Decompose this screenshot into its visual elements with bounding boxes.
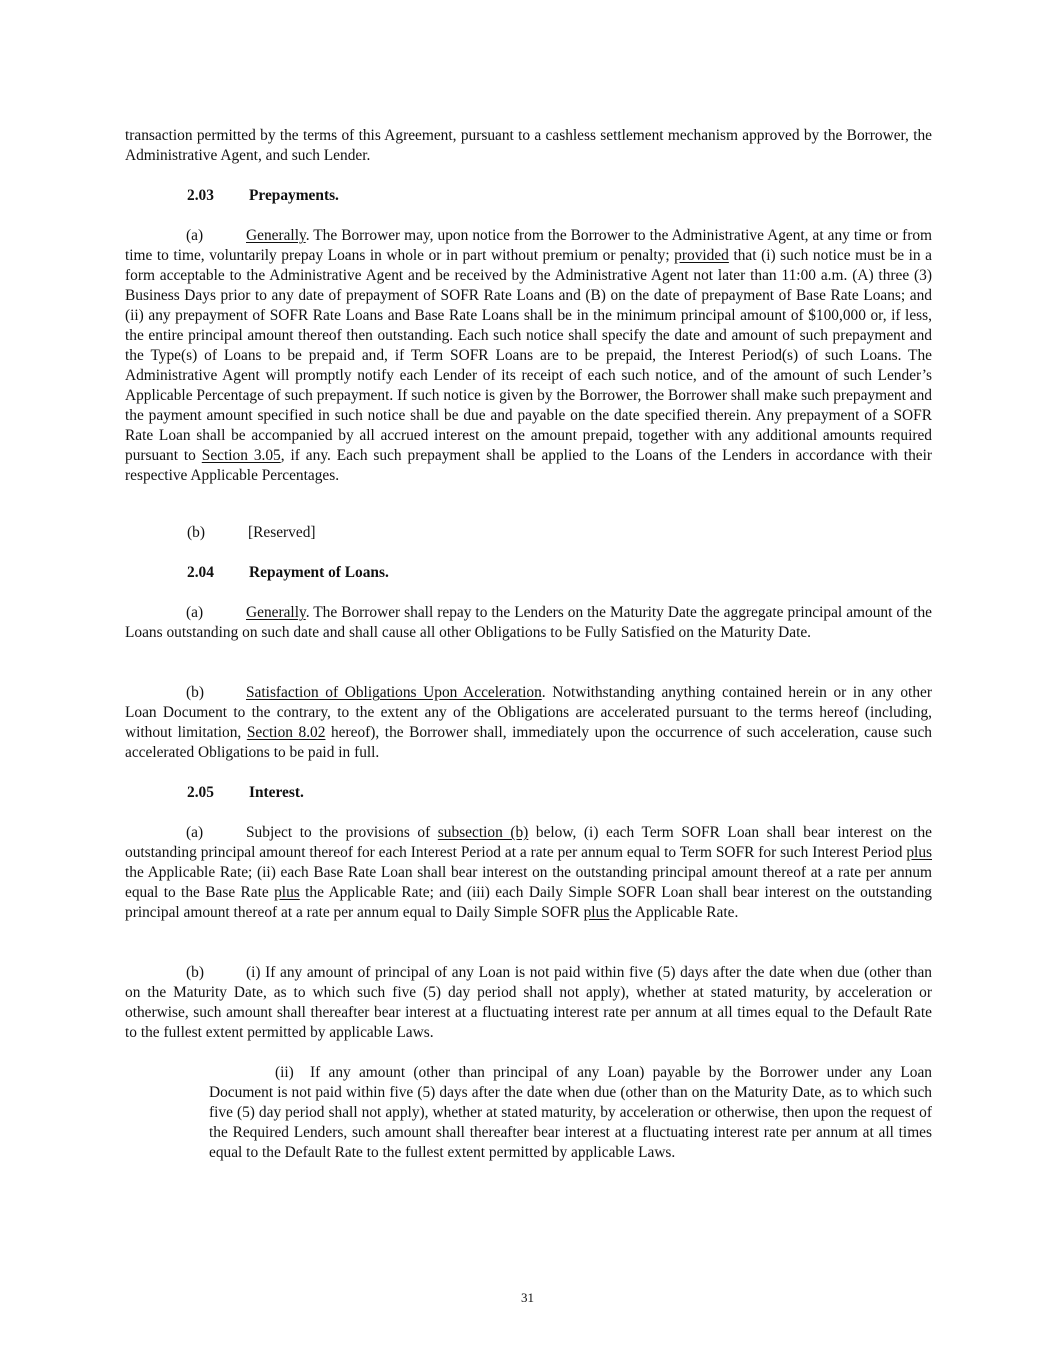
page-number: 31	[521, 1290, 534, 1305]
clause-label: (a)	[186, 824, 204, 841]
section-number: 2.03	[187, 187, 214, 204]
section-2-04-heading	[187, 563, 389, 583]
clause-text: the Applicable Rate; and (iii) each Daily Simple SOFR Loan shall bear interest on the outstanding principal amount thereof at a rate per annum equal to Daily Simple SOFR	[125, 884, 933, 921]
section-2-03-heading	[187, 186, 339, 206]
clause-text: [Reserved]	[248, 524, 316, 541]
section-2-03-b-paragraph	[187, 523, 316, 543]
intro-paragraph	[125, 126, 932, 166]
section-2-05-b-paragraph	[125, 963, 932, 1043]
section-number: 2.05	[187, 784, 214, 801]
section-title: Prepayments.	[249, 187, 339, 204]
section-2-05-heading	[187, 783, 304, 803]
clause-text: Subject to the provisions of	[246, 824, 438, 841]
clause-label: (a)	[186, 604, 204, 621]
clause-text: the Applicable Rate.	[609, 904, 739, 921]
clause-text: . The Borrower shall repay to the Lenders on the Maturity Date the aggregate principal amount of the Loans outstanding on such date and shall cause all other Obligations to be Fully Satisfied on the Maturity Date.	[125, 604, 932, 641]
section-reference: Section 3.05	[201, 447, 281, 464]
clause-label: (b)	[186, 964, 204, 981]
section-2-05-a-paragraph	[125, 823, 932, 923]
clause-heading: Generally	[246, 604, 306, 621]
plus-term: plus	[274, 884, 300, 901]
section-title: Repayment of Loans.	[249, 564, 389, 581]
plus-term: plus	[583, 904, 610, 921]
clause-text: If any amount (other than principal of any Loan) payable by the Borrower under any Loan Document is not paid within five (5) days after the date when due (other than on the Maturity Date, as to which such five (5) day period shall not apply), whether at stated maturity, by acceleration or otherwise, then upon the request of the Required Lenders, such amount shall thereafter bear interest at a fluctuating interest rate per annum at all times equal to the Default Rate to the fullest extent permitted by applicable Laws.	[209, 1064, 932, 1161]
subclause-label: (ii)	[275, 1064, 294, 1081]
intro-text: transaction permitted by the terms of this Agreement, pursuant to a cashless settlement mechanism approved by the Borrower, the Administrative Agent, and such Lender.	[125, 127, 932, 164]
clause-text: the Applicable Rate; (ii) each Base Rate Loan shall bear interest on the outstanding principal amount thereof at a rate per annum equal to the Base Rate	[125, 864, 932, 901]
section-2-04-b-paragraph	[125, 683, 932, 763]
clause-label: (a)	[186, 227, 204, 244]
section-2-03-a-paragraph	[125, 226, 932, 486]
clause-heading: Satisfaction of Obligations Upon Acceleration	[246, 684, 542, 701]
section-number: 2.04	[187, 564, 214, 581]
clause-text: , if any. Each such prepayment shall be applied to the Loans of the Lenders in accordance with their respective Applicable Percentages.	[125, 447, 932, 484]
subsection-reference: subsection (b)	[437, 824, 529, 841]
clause-text: that (i) such notice must be in a form acceptable to the Administrative Agent and be received by the Administrative Agent not later than 11:00 a.m. (A) three (3) Business Days prior to any date of prepayment of SOFR Rate Loans and (B) on the date of prepayment of Base Rate Loans; and (ii) any prepayment of SOFR Rate Loans and Base Rate Loans shall be in the minimum principal amount of $100,000 or, if less, the entire principal amount thereof then outstanding. Each such notice shall specify the date and amount of such prepayment and the Type(s) of Loans to be prepaid and, if Term SOFR Loans are to be prepaid, the Interest Period(s) of such Loans. The Administrative Agent will promptly notify each Lender of its receipt of each such notice, and of the amount of such Lender’s Applicable Percentage of such prepayment. If such notice is given by the Borrower, the Borrower shall make such prepayment and the payment amount specified in such notice shall be due and payable on the date specified therein. Any prepayment of a SOFR Rate Loan shall be accompanied by all accrued interest on the amount prepaid, together with any additional amounts required pursuant to	[125, 247, 933, 464]
section-reference: Section 8.02	[246, 724, 326, 741]
section-title: Interest.	[249, 784, 304, 801]
clause-text: . Notwithstanding anything contained herein or in any other Loan Document to the contrary, to the extent any of the Obligations are accelerated pursuant to the terms hereof (including, without limitation,	[125, 684, 932, 741]
section-2-05-b-ii-paragraph	[209, 1063, 932, 1163]
section-2-04-a-paragraph	[125, 603, 932, 643]
clause-label: (b)	[187, 524, 205, 541]
subclause-label: (i)	[246, 964, 261, 981]
clause-text: . The Borrower may, upon notice from the Borrower to the Administrative Agent, at any time or from time to time, voluntarily prepay Loans in whole or in part without premium or penalty;	[125, 227, 932, 264]
clause-heading: Generally	[246, 227, 306, 244]
clause-label: (b)	[186, 684, 204, 701]
clause-text: hereof), the Borrower shall, immediately upon the occurrence of such acceleration, cause such accelerated Obligations to be paid in full.	[125, 724, 932, 761]
clause-text: below, (i) each Term SOFR Loan shall bear interest on the outstanding principal amount thereof for each Interest Period at a rate per annum equal to Term SOFR for such Interest Period	[125, 824, 932, 861]
clause-text: If any amount of principal of any Loan is not paid within five (5) days after the date when due (other than on the Maturity Date, as to which such five (5) day period shall not apply), whether at stated maturity, by acceleration or otherwise, such amount shall thereafter bear interest at a fluctuating interest rate per annum at all times equal to the Default Rate to the fullest extent permitted by applicable Laws.	[125, 964, 932, 1041]
provided-term: provided	[674, 247, 729, 264]
plus-term: plus	[906, 844, 932, 861]
